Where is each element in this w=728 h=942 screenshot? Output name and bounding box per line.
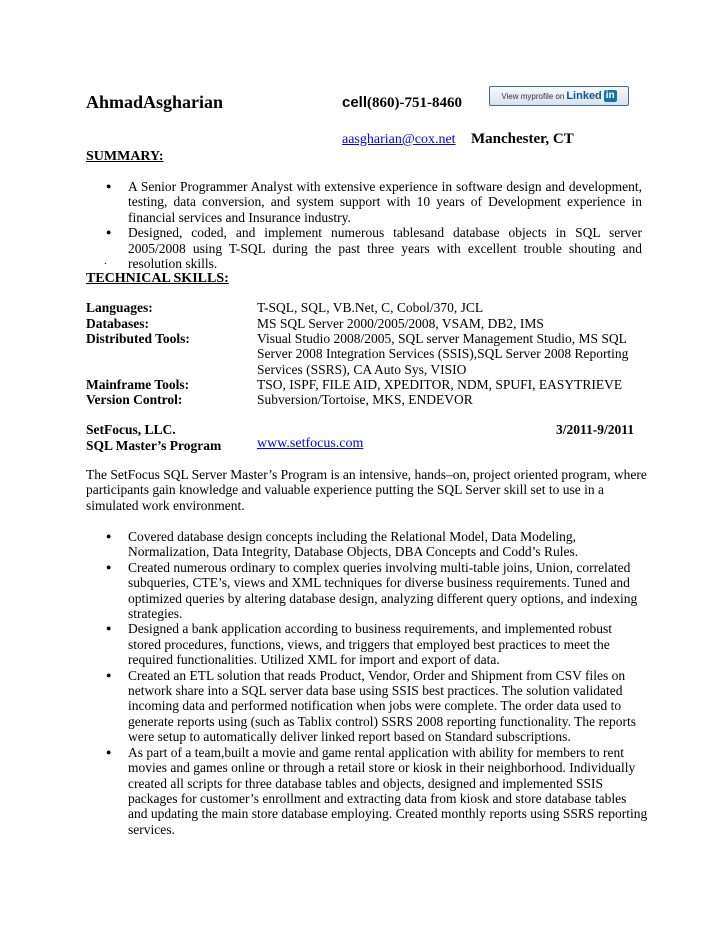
cell-phone — [342, 94, 462, 112]
skill-value: T-SQL, SQL, VB.Net, C, Cobol/370, JCL — [257, 300, 484, 315]
list-item: ● Created numerous ordinary to complex queries involving multi-table joins, Union, correlated subqueries, CTE’s, views and XML techniques for diverse business requirements. Tuned and optimized queries by altering database design, analyzing different query options, and indexing strategies. — [128, 560, 648, 622]
list-item: ● As part of a team,built a movie and game rental application with ability for members to rent movies and games online or through a retail store or kiosk in their neighborhood. Individually created all scripts for three database tables and objects, designed and implemented SSIS packages for customer’s enrollment and extracting data from kiosk and store database tables and updating the main store database employing. Created monthly reports using SSRS reporting services. — [128, 745, 648, 837]
linkedin-profile-button[interactable] — [489, 86, 629, 106]
candidate-name: AhmadAsgharian — [86, 92, 224, 112]
skill-value: Subversion/Tortoise, MKS, ENDEVOR — [257, 392, 473, 407]
skill-value: MS SQL Server 2000/2005/2008, VSAM, DB2, IMS — [257, 316, 544, 331]
stray-mark: . — [104, 253, 107, 267]
job-bullets — [128, 529, 648, 837]
summary-list — [128, 179, 642, 271]
summary-heading: SUMMARY: — [86, 149, 164, 164]
job-dates: 3/2011-9/2011 — [556, 422, 635, 437]
company-website-link[interactable]: www.setfocus.com — [257, 436, 364, 451]
summary-item: ● A Senior Programmer Analyst with extensive experience in software design and development, testing, data conversion, and system support with 10 years of Development experience in financial services and Insurance industry. — [128, 179, 642, 225]
list-item: ● Covered database design concepts including the Relational Model, Data Modeling, Normalization, Data Integrity, Database Objects, DBA Concepts and Codd’s Rules. — [128, 529, 648, 560]
program-description: The SetFocus SQL Server Master’s Program is an intensive, hands–on, project oriented program, where participants gain knowledge and valuable experience putting the SQL Server skill set to use in a simulated work environment. — [86, 467, 647, 513]
technical-skills-heading: TECHNICAL SKILLS: — [86, 271, 229, 286]
linkedin-button-text: View myprofile on — [501, 91, 565, 101]
company-name: SetFocus, LLC. — [86, 422, 176, 437]
program-name: SQL Master’s Program — [86, 438, 222, 453]
skill-label: Languages: — [86, 300, 153, 315]
cell-number: (860)-751-8460 — [367, 95, 463, 111]
linkedin-logo-box: in — [605, 90, 615, 101]
skill-label: Databases: — [86, 316, 149, 331]
skill-value: TSO, ISPF, FILE AID, XPEDITOR, NDM, SPUFI, EASYTRIEVE — [257, 377, 623, 392]
summary-item: ● Designed, coded, and implement numerous tablesand database objects in SQL server 2005/2008 using T-SQL during the past three years with excellent trouble shouting and resolution skills. — [128, 225, 642, 271]
email-link[interactable]: aasgharian@cox.net — [342, 132, 456, 147]
list-item: ● Designed a bank application according to business requirements, and implemented robust stored procedures, functions, views, and triggers that employed best practices to meet the required functionalities. Utilized XML for import and export of data. — [128, 621, 648, 667]
skill-label: Version Control: — [86, 392, 183, 407]
skill-label: Distributed Tools: — [86, 331, 190, 346]
skill-value: Visual Studio 2008/2005, SQL server Management Studio, MS SQL Server 2008 Integration Services (SSIS),SQL Server 2008 Reporting Services (SSRS), CA Auto Sys, VISIO — [257, 331, 629, 377]
cell-label: cell — [342, 94, 368, 111]
location: Manchester, CT — [471, 131, 574, 147]
linkedin-logo-text: Linked — [566, 90, 602, 102]
list-item: ● Created an ETL solution that reads Product, Vendor, Order and Shipment from CSV files on network share into a SQL server data base using SSIS best practices. The solution validated incoming data and performed notification when jobs were complete. The order data used to generate reports using (such as Tablix control) SSRS 2008 reporting functionality. The reports were setup to automatically deliver linked report based on Standard subscriptions. — [128, 668, 648, 745]
skill-label: Mainframe Tools: — [86, 377, 190, 392]
